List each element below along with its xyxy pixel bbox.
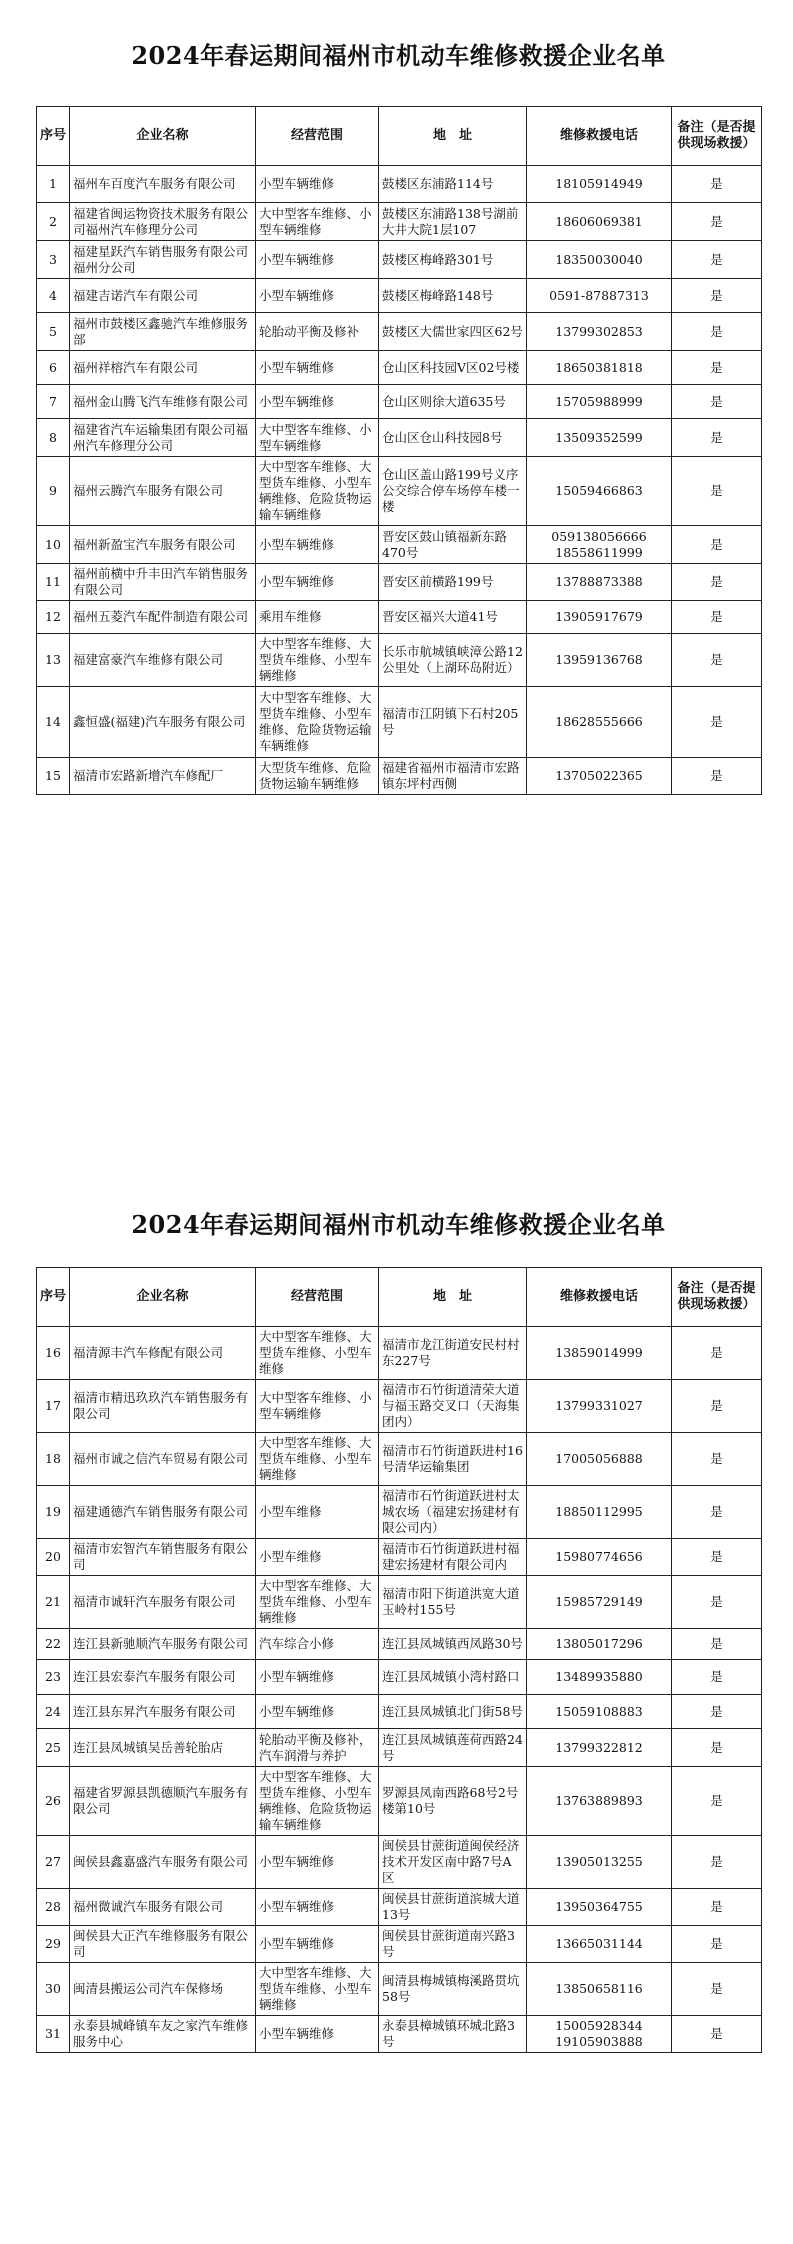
row-number: 29 [37,1926,70,1963]
row-number: 5 [37,313,70,351]
address: 闽侯县甘蔗街道滨城大道13号 [379,1889,527,1926]
row-number: 9 [37,457,70,526]
business-scope: 大中型客车维修、大型货车维修、小型车辆维修 [256,1433,379,1486]
company-name: 福建省罗源县凯德顺汽车服务有限公司 [70,1767,256,1836]
table-row [37,279,762,313]
business-scope: 小型车辆维修 [256,385,379,419]
header-address: 地 址 [379,1268,527,1327]
company-name: 连江县新驰顺汽车服务有限公司 [70,1629,256,1660]
company-name: 福州市诚之信汽车贸易有限公司 [70,1433,256,1486]
table-row [37,385,762,419]
business-scope: 小型车辆维修 [256,1836,379,1889]
rescue-phone: 13850658116 [527,1963,672,2016]
company-name: 闽侯县鑫嘉盛汽车服务有限公司 [70,1836,256,1889]
onsite-rescue-note: 是 [672,526,762,564]
rescue-phone: 15059466863 [527,457,672,526]
rescue-phone: 13705022365 [527,758,672,795]
enterprise-table [36,1267,762,2053]
company-name: 福清市精迅玖玖汽车销售服务有限公司 [70,1380,256,1433]
rescue-phone: 18628555666 [527,687,672,758]
table-row [37,1695,762,1729]
address: 仓山区仓山科技园8号 [379,419,527,457]
address: 罗源县凤南西路68号2号楼第10号 [379,1767,527,1836]
table-row [37,351,762,385]
row-number: 30 [37,1963,70,2016]
row-number: 6 [37,351,70,385]
rescue-phone: 15005928344 19105903888 [527,2016,672,2053]
business-scope: 小型车维修 [256,1486,379,1539]
company-name: 闽侯县大正汽车维修服务有限公司 [70,1926,256,1963]
table-row [37,2016,762,2053]
table-row [37,1767,762,1836]
rescue-phone: 13805017296 [527,1629,672,1660]
row-number: 18 [37,1433,70,1486]
rescue-phone: 13959136768 [527,634,672,687]
rescue-phone: 13788873388 [527,564,672,601]
table-row [37,564,762,601]
header-phone: 维修救援电话 [527,107,672,166]
table-row [37,1486,762,1539]
rescue-phone: 13509352599 [527,419,672,457]
business-scope: 大中型客车维修、大型货车维修、小型车辆维修 [256,1576,379,1629]
business-scope: 乘用车维修 [256,601,379,634]
row-number: 24 [37,1695,70,1729]
row-number: 15 [37,758,70,795]
company-name: 闽清县搬运公司汽车保修场 [70,1963,256,2016]
row-number: 4 [37,279,70,313]
company-name: 永泰县城峰镇车友之家汽车维修服务中心 [70,2016,256,2053]
onsite-rescue-note: 是 [672,385,762,419]
onsite-rescue-note: 是 [672,1327,762,1380]
rescue-phone: 13799331027 [527,1380,672,1433]
company-name: 福州市鼓楼区鑫驰汽车维修服务部 [70,313,256,351]
table-row [37,1629,762,1660]
rescue-phone: 18105914949 [527,166,672,203]
header-address: 地 址 [379,107,527,166]
onsite-rescue-note: 是 [672,1963,762,2016]
company-name: 连江县东昇汽车服务有限公司 [70,1695,256,1729]
company-name: 福州微诚汽车服务有限公司 [70,1889,256,1926]
row-number: 14 [37,687,70,758]
onsite-rescue-note: 是 [672,1729,762,1767]
business-scope: 轮胎动平衡及修补，汽车润滑与养护 [256,1729,379,1767]
table-row [37,1660,762,1695]
business-scope: 轮胎动平衡及修补 [256,313,379,351]
company-name: 福州前横中升丰田汽车销售服务有限公司 [70,564,256,601]
table-row [37,1963,762,2016]
address: 福清市石竹街道跃进村福建宏扬建材有限公司内 [379,1539,527,1576]
business-scope: 大型货车维修、危险货物运输车辆维修 [256,758,379,795]
table-row [37,1836,762,1889]
onsite-rescue-note: 是 [672,2016,762,2053]
business-scope: 小型车辆维修 [256,351,379,385]
table-body [37,166,762,795]
onsite-rescue-note: 是 [672,279,762,313]
address: 闽侯县甘蔗街道闽侯经济技术开发区南中路7号A区 [379,1836,527,1889]
enterprise-table [36,106,762,795]
rescue-phone: 17005056888 [527,1433,672,1486]
business-scope: 小型车辆维修 [256,166,379,203]
row-number: 20 [37,1539,70,1576]
table-row [37,758,762,795]
row-number: 26 [37,1767,70,1836]
onsite-rescue-note: 是 [672,1695,762,1729]
company-name: 福州金山腾飞汽车维修有限公司 [70,385,256,419]
address: 仓山区科技园V区02号楼 [379,351,527,385]
table-row [37,1729,762,1767]
business-scope: 大中型客车维修、小型车辆维修 [256,203,379,241]
page-title: 2024年春运期间福州市机动车维修救援企业名单 [131,1209,666,1239]
table-row [37,241,762,279]
header-no: 序号 [37,107,70,166]
row-number: 19 [37,1486,70,1539]
table-row [37,601,762,634]
rescue-phone: 13950364755 [527,1889,672,1926]
company-name: 福建富豪汽车维修有限公司 [70,634,256,687]
onsite-rescue-note: 是 [672,687,762,758]
address: 长乐市航城镇峡漳公路12公里处（上湖环岛附近） [379,634,527,687]
onsite-rescue-note: 是 [672,1767,762,1836]
row-number: 8 [37,419,70,457]
table-row [37,313,762,351]
business-scope: 大中型客车维修、小型车辆维修 [256,1380,379,1433]
row-number: 27 [37,1836,70,1889]
header-phone: 维修救援电话 [527,1268,672,1327]
header-note: 备注（是否提供现场救援） [672,107,762,166]
table-row [37,1539,762,1576]
rescue-phone: 15705988999 [527,385,672,419]
row-number: 25 [37,1729,70,1767]
address: 鼓楼区梅峰路148号 [379,279,527,313]
header-scope: 经营范围 [256,107,379,166]
header-name: 企业名称 [70,107,256,166]
table-header-row [37,1268,762,1327]
business-scope: 小型车辆维修 [256,1926,379,1963]
onsite-rescue-note: 是 [672,1889,762,1926]
table-row [37,1576,762,1629]
header-name: 企业名称 [70,1268,256,1327]
row-number: 13 [37,634,70,687]
onsite-rescue-note: 是 [672,457,762,526]
table-header-row [37,107,762,166]
company-name: 连江县凤城镇吴岳善轮胎店 [70,1729,256,1767]
row-number: 3 [37,241,70,279]
address: 连江县凤城镇莲荷西路24号 [379,1729,527,1767]
address: 连江县凤城镇北门街58号 [379,1695,527,1729]
table-row [37,166,762,203]
address: 闽侯县甘蔗街道南兴路3号 [379,1926,527,1963]
rescue-phone: 18850112995 [527,1486,672,1539]
table-row [37,203,762,241]
company-name: 福州车百度汽车服务有限公司 [70,166,256,203]
company-name: 连江县宏泰汽车服务有限公司 [70,1660,256,1695]
address: 仓山区则徐大道635号 [379,385,527,419]
rescue-phone: 13905013255 [527,1836,672,1889]
row-number: 10 [37,526,70,564]
onsite-rescue-note: 是 [672,1926,762,1963]
address: 福清市石竹街道跃进村16号清华运输集团 [379,1433,527,1486]
business-scope: 大中型客车维修、大型货车维修、小型车辆维修、危险货物运输车辆维修 [256,457,379,526]
table-row [37,419,762,457]
address: 晋安区鼓山镇福新东路470号 [379,526,527,564]
table-row [37,1327,762,1380]
company-name: 福建省闽运物资技术服务有限公司福州汽车修理分公司 [70,203,256,241]
business-scope: 汽车综合小修 [256,1629,379,1660]
onsite-rescue-note: 是 [672,634,762,687]
onsite-rescue-note: 是 [672,1576,762,1629]
business-scope: 大中型客车维修、大型货车维修、小型车维修、危险货物运输车辆维修 [256,687,379,758]
rescue-phone: 13799302853 [527,313,672,351]
onsite-rescue-note: 是 [672,1486,762,1539]
document-page-1 [36,0,761,795]
address: 晋安区前横路199号 [379,564,527,601]
company-name: 福清源丰汽车修配有限公司 [70,1327,256,1380]
rescue-phone: 13859014999 [527,1327,672,1380]
rescue-phone: 13665031144 [527,1926,672,1963]
company-name: 福州云腾汽车服务有限公司 [70,457,256,526]
onsite-rescue-note: 是 [672,1433,762,1486]
row-number: 12 [37,601,70,634]
company-name: 福清市宏智汽车销售服务有限公司 [70,1539,256,1576]
table-row [37,1433,762,1486]
onsite-rescue-note: 是 [672,1539,762,1576]
business-scope: 小型车辆维修 [256,1660,379,1695]
rescue-phone: 13905917679 [527,601,672,634]
rescue-phone: 059138056666 18558611999 [527,526,672,564]
rescue-phone: 15059108883 [527,1695,672,1729]
address: 晋安区福兴大道41号 [379,601,527,634]
address: 闽清县梅城镇梅溪路贯坑58号 [379,1963,527,2016]
address: 永泰县樟城镇环城北路3号 [379,2016,527,2053]
rescue-phone: 18650381818 [527,351,672,385]
business-scope: 小型车辆维修 [256,2016,379,2053]
company-name: 福清市宏路新增汽车修配厂 [70,758,256,795]
address: 福清市石竹街道跃进村太城农场（福建宏扬建材有限公司内） [379,1486,527,1539]
table-row [37,1889,762,1926]
business-scope: 小型车辆维修 [256,564,379,601]
company-name: 福建通德汽车销售服务有限公司 [70,1486,256,1539]
rescue-phone: 13763889893 [527,1767,672,1836]
address: 鼓楼区东浦路138号湖前大井大院1层107 [379,203,527,241]
address: 福建省福州市福清市宏路镇东坪村西侧 [379,758,527,795]
row-number: 11 [37,564,70,601]
row-number: 7 [37,385,70,419]
company-name: 福州新盈宝汽车服务有限公司 [70,526,256,564]
onsite-rescue-note: 是 [672,419,762,457]
header-scope: 经营范围 [256,1268,379,1327]
business-scope: 大中型客车维修、大型货车维修、小型车辆维修 [256,634,379,687]
address: 鼓楼区梅峰路301号 [379,241,527,279]
rescue-phone: 13799322812 [527,1729,672,1767]
business-scope: 小型车辆维修 [256,1889,379,1926]
page-title: 2024年春运期间福州市机动车维修救援企业名单 [131,40,666,70]
onsite-rescue-note: 是 [672,1660,762,1695]
table-row [37,1926,762,1963]
address: 仓山区盖山路199号义序公交综合停车场停车楼一楼 [379,457,527,526]
company-name: 福州五菱汽车配件制造有限公司 [70,601,256,634]
company-name: 福清市诚轩汽车服务有限公司 [70,1576,256,1629]
company-name: 福建星跃汽车销售服务有限公司福州分公司 [70,241,256,279]
row-number: 31 [37,2016,70,2053]
table-row [37,687,762,758]
rescue-phone: 15980774656 [527,1539,672,1576]
onsite-rescue-note: 是 [672,313,762,351]
onsite-rescue-note: 是 [672,1836,762,1889]
header-no: 序号 [37,1268,70,1327]
onsite-rescue-note: 是 [672,351,762,385]
address: 连江县凤城镇小湾村路口 [379,1660,527,1695]
table-row [37,526,762,564]
business-scope: 小型车辆维修 [256,526,379,564]
table-row [37,634,762,687]
row-number: 17 [37,1380,70,1433]
business-scope: 大中型客车维修、大型货车维修、小型车维修 [256,1327,379,1380]
rescue-phone: 18350030040 [527,241,672,279]
onsite-rescue-note: 是 [672,1629,762,1660]
address: 福清市江阴镇下石村205号 [379,687,527,758]
business-scope: 大中型客车维修、小型车辆维修 [256,419,379,457]
onsite-rescue-note: 是 [672,758,762,795]
rescue-phone: 15985729149 [527,1576,672,1629]
company-name: 福建吉诺汽车有限公司 [70,279,256,313]
address: 鼓楼区大儒世家四区62号 [379,313,527,351]
onsite-rescue-note: 是 [672,241,762,279]
document-page-2 [36,1177,761,2053]
row-number: 23 [37,1660,70,1695]
onsite-rescue-note: 是 [672,1380,762,1433]
address: 福清市龙江街道安民村村东227号 [379,1327,527,1380]
address: 鼓楼区东浦路114号 [379,166,527,203]
row-number: 16 [37,1327,70,1380]
onsite-rescue-note: 是 [672,564,762,601]
onsite-rescue-note: 是 [672,166,762,203]
row-number: 21 [37,1576,70,1629]
table-row [37,1380,762,1433]
business-scope: 大中型客车维修、大型货车维修、小型车辆维修 [256,1963,379,2016]
rescue-phone: 13489935880 [527,1660,672,1695]
company-name: 鑫恒盛(福建)汽车服务有限公司 [70,687,256,758]
address: 连江县凤城镇西凤路30号 [379,1629,527,1660]
rescue-phone: 18606069381 [527,203,672,241]
table-row [37,457,762,526]
business-scope: 小型车维修 [256,1539,379,1576]
business-scope: 大中型客车维修、大型货车维修、小型车辆维修、危险货物运输车辆维修 [256,1767,379,1836]
business-scope: 小型车辆维修 [256,1695,379,1729]
row-number: 2 [37,203,70,241]
business-scope: 小型车辆维修 [256,279,379,313]
header-note: 备注（是否提供现场救援） [672,1268,762,1327]
company-name: 福建省汽车运输集团有限公司福州汽车修理分公司 [70,419,256,457]
row-number: 1 [37,166,70,203]
row-number: 22 [37,1629,70,1660]
business-scope: 小型车辆维修 [256,241,379,279]
address: 福清市阳下街道洪宽大道玉岭村155号 [379,1576,527,1629]
address: 福清市石竹街道清荣大道与福玉路交叉口（天海集团内） [379,1380,527,1433]
onsite-rescue-note: 是 [672,601,762,634]
company-name: 福州祥榕汽车有限公司 [70,351,256,385]
table-body [37,1327,762,2053]
rescue-phone: 0591-87887313 [527,279,672,313]
row-number: 28 [37,1889,70,1926]
onsite-rescue-note: 是 [672,203,762,241]
